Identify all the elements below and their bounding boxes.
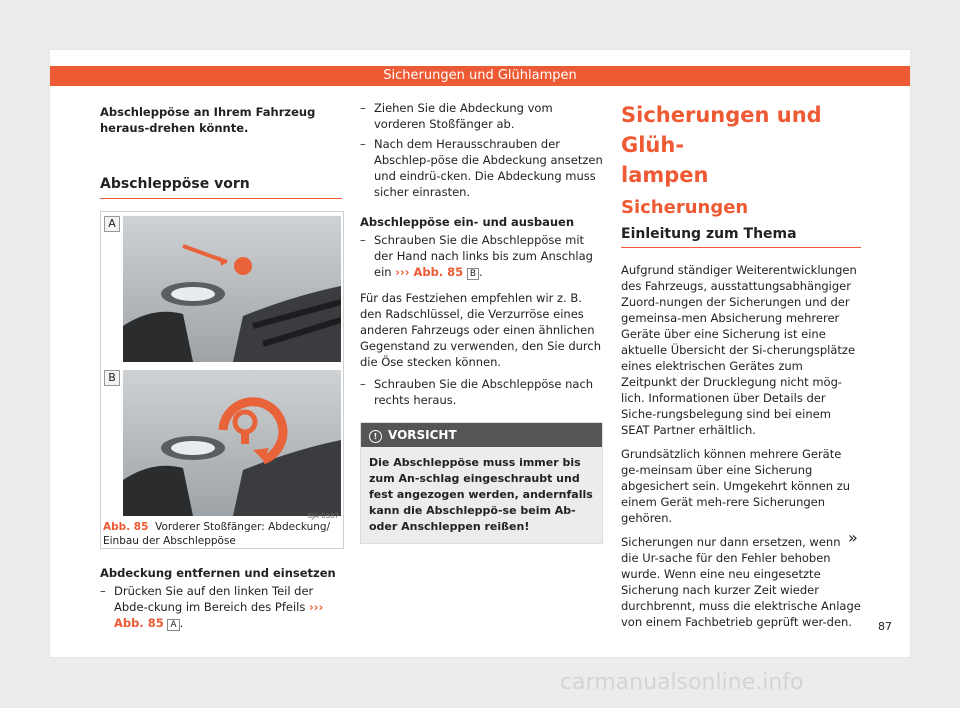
- intro-text: Abschleppöse an Ihrem Fahrzeug heraus-drehen könnte.: [100, 105, 316, 135]
- step-text: Drücken Sie auf den linken Teil der Abde-ckung im Bereich des Pfeils: [114, 584, 314, 614]
- paragraph-2: Grundsätzlich können mehrere Geräte ge-meinsam über eine Sicherung abgesichert sein. Umgekehrt können zu einem Gerät meh-rere Sicherungen gehören.: [621, 447, 851, 525]
- section-title: Sicherungen: [621, 197, 749, 218]
- tow-eye-illustration: [123, 370, 341, 516]
- chapter-title-line2: lampen: [621, 163, 709, 187]
- step-screw-in: [360, 232, 603, 282]
- figure-reference-letter: B: [467, 268, 479, 280]
- column-left: [100, 104, 342, 633]
- figure-reference-letter: A: [167, 619, 179, 631]
- step-screw-out: – Schrauben Sie die Abschleppöse nach rechts heraus.: [360, 376, 603, 408]
- info-icon: !: [369, 430, 382, 443]
- column-right: [621, 100, 861, 630]
- step-reinsert-cover: – Nach dem Herausschrauben der Abschlep-pöse die Abdeckung ansetzen und eindrü-cken. Die Abdeckung muss sicher einrasten.: [360, 136, 603, 200]
- figure-number: Abb. 85: [103, 521, 149, 533]
- caution-box: [360, 422, 603, 544]
- bumper-cover-illustration: [123, 216, 341, 362]
- topic-heading: Einleitung zum Thema: [621, 226, 861, 248]
- caution-text: Die Abschleppöse muss immer bis zum An-schlag eingeschraubt und fest angezogen werden, andernfalls kann die Abschleppö-se beim Ab- oder Anschleppen reißen!: [369, 456, 593, 533]
- subheading-install-tow-eye: Abschleppöse ein- und ausbauen: [360, 215, 575, 229]
- subheading-remove-cover: Abdeckung entfernen und einsetzen: [100, 566, 336, 580]
- step-text: Schrauben Sie die Abschleppöse mit der Hand nach links bis zum Anschlag ein: [374, 233, 593, 279]
- tightening-tip: Für das Festziehen empfehlen wir z. B. den Radschlüssel, die Verzurröse eines anderen Fahrzeugs oder einen ähnlichen Gegenstand zu verwenden, den Sie durch die Öse stecken können.: [360, 291, 601, 369]
- figure-caption: [103, 520, 343, 548]
- figure-panel-b: [123, 370, 341, 516]
- section-heading: Abschleppöse vorn: [100, 176, 342, 199]
- caution-header: [361, 423, 602, 447]
- running-header: Sicherungen und Glühlampen: [50, 66, 910, 86]
- figure-85: [100, 211, 344, 549]
- paragraph-3: Sicherungen nur dann ersetzen, wenn die Ur-sache für den Fehler behoben wurde. Wenn eine neu eingesetzte Sicherung nach kurzer Zeit wieder durchbrennt, muss die elektrische Anlage von einem Fachbetrieb geprüft wer-den.: [621, 535, 861, 629]
- step-end: .: [479, 265, 483, 279]
- step-pull-cover: – Ziehen Sie die Abdeckung vom vorderen Stoßfänger ab.: [360, 100, 603, 132]
- step-end: .: [179, 616, 184, 630]
- step-press-cover: [100, 583, 342, 633]
- column-middle: [360, 98, 603, 544]
- page-number: 87: [878, 620, 892, 633]
- figure-caption-text: Vorderer Stoßfänger: Abdeckung/ Einbau der Abschleppöse: [103, 521, 331, 547]
- figure-code: 6JA-0387: [307, 512, 339, 520]
- continue-mark: »: [848, 528, 858, 547]
- figure-reference-link[interactable]: ››› Abb. 85: [114, 600, 324, 630]
- watermark: carmanualsonline.info: [560, 670, 804, 695]
- chapter-title-line1: Sicherungen und Glüh-: [621, 103, 822, 157]
- figure-reference-link[interactable]: ››› Abb. 85: [395, 265, 464, 279]
- figure-panel-a: [123, 216, 341, 362]
- caution-title: VORSICHT: [388, 428, 457, 442]
- paragraph-1: Aufgrund ständiger Weiterentwicklungen des Fahrzeugs, ausstattungsabhängiger Zuord-nungen der Sicherungen und der gemeinsa-men Absicherung mehrerer Geräte über eine Sicherung ist eine aktuelle Übersicht der Si-cherungsplätze eines elektrischen Gerätes zum Zeitpunkt der Drucklegung nicht mög-lich. Informationen über Details der Siche-rungsbelegung sind bei einem SEAT Partner erhältlich.: [621, 263, 857, 437]
- figure-label-a: A: [104, 216, 120, 232]
- figure-label-b: B: [104, 370, 120, 386]
